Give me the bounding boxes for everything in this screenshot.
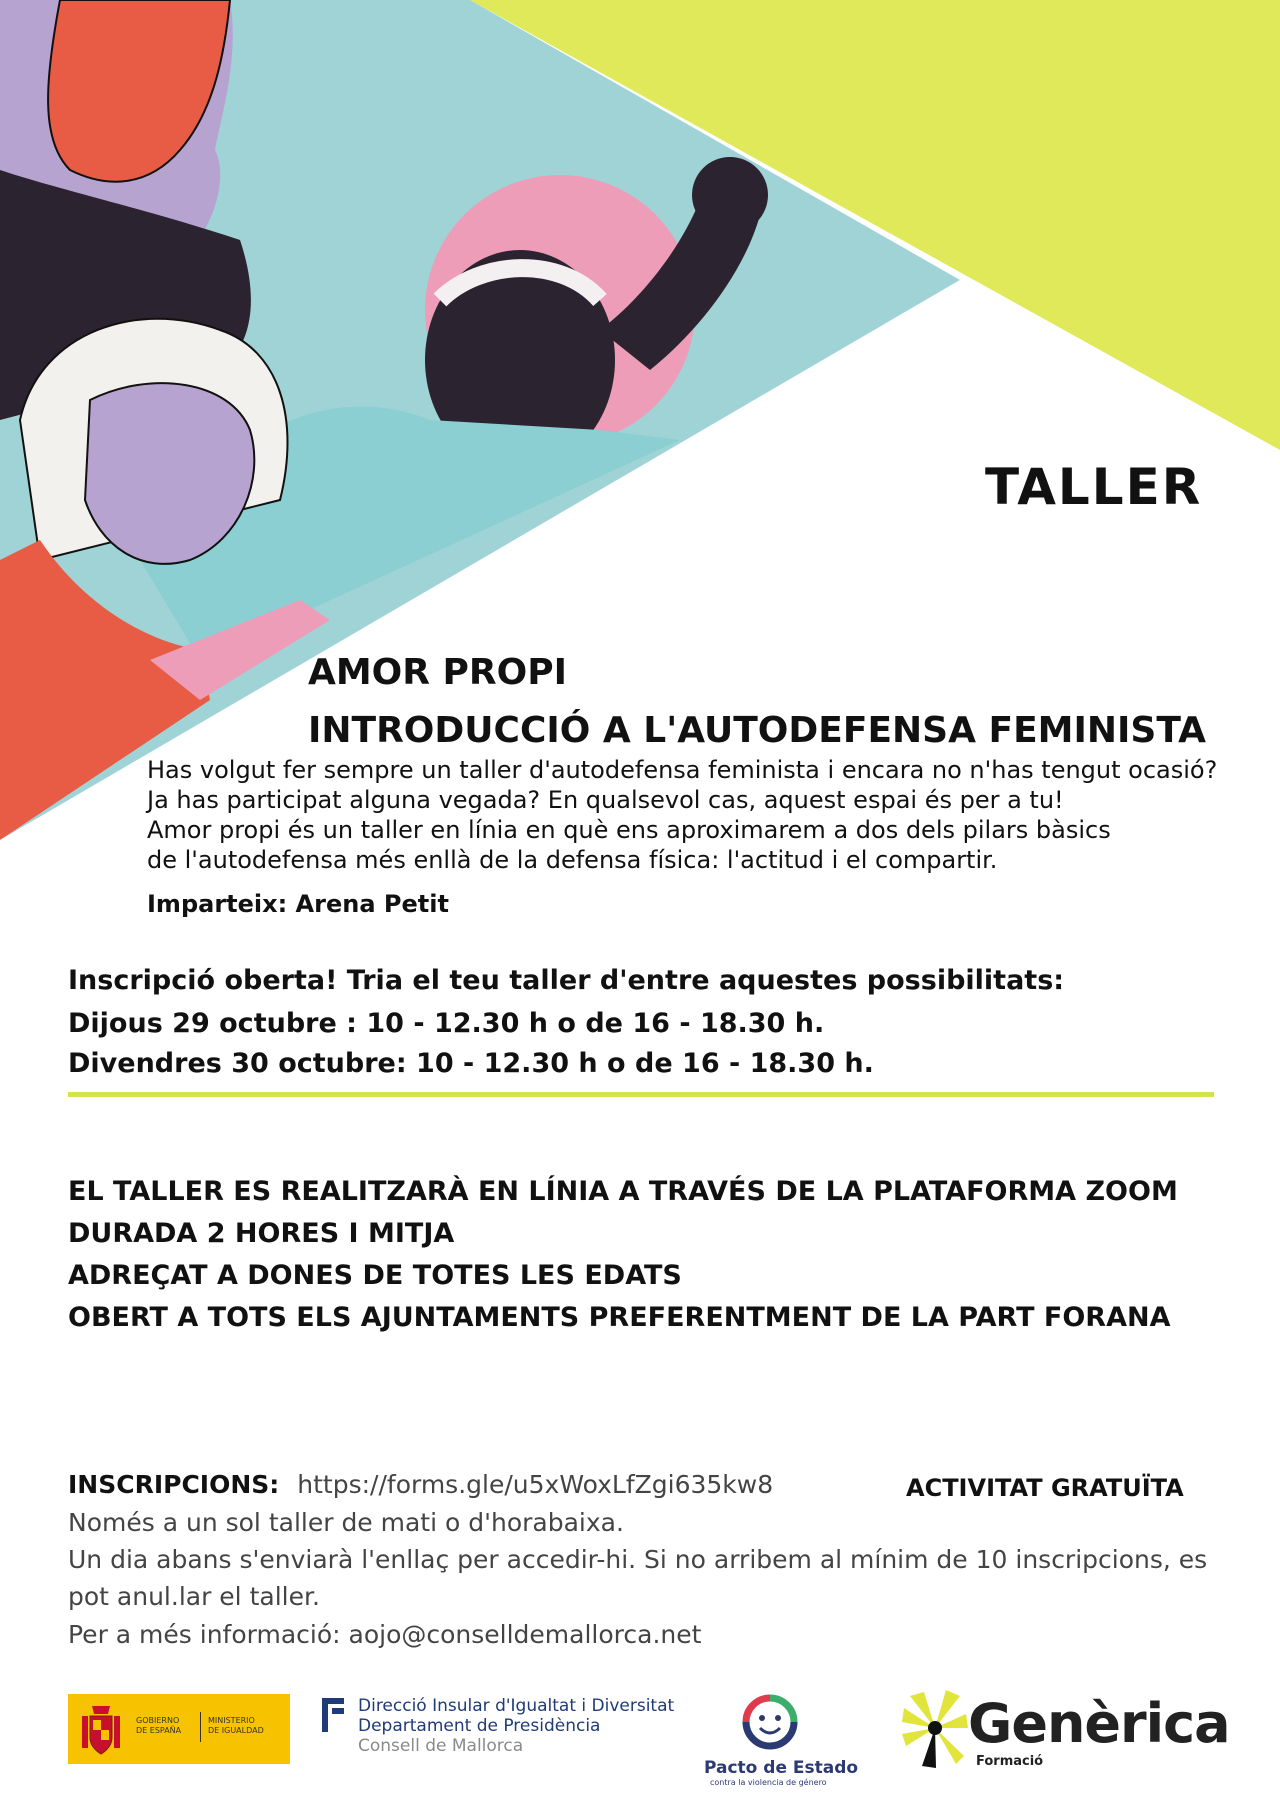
- inscriptions-row: [68, 1470, 773, 1499]
- intro-paragraph: [147, 755, 1217, 875]
- free-activity: ACTIVITAT GRATUÏTA: [906, 1474, 1184, 1502]
- schedule-day-2: Divendres 30 octubre: 10 - 12.30 h o de 16 - 18.30 h.: [68, 1048, 874, 1079]
- info-line: Només a un sol taller de mati o d'horabaixa.: [68, 1508, 624, 1537]
- ministerio-line: DE IGUALDAD: [208, 1726, 264, 1735]
- raised-fist: [692, 157, 768, 233]
- pacto-smile-icon: [734, 1686, 806, 1758]
- detail-line: DURADA 2 HORES I MITJA: [68, 1218, 455, 1249]
- instructor: Imparteix: Arena Petit: [147, 890, 449, 918]
- title-line-2: INTRODUCCIÓ A L'AUTODEFENSA FEMINISTA: [308, 710, 1206, 751]
- contact-email[interactable]: Per a més informació: aojo@conselldemallorca.net: [68, 1620, 702, 1649]
- info-line: Un dia abans s'enviarà l'enllaç per accedir-hi. Si no arribem al mínim de 10 inscripcions, es: [68, 1545, 1208, 1574]
- ministerio-line: MINISTERIO: [208, 1716, 255, 1725]
- detail-line: OBERT A TOTS ELS AJUNTAMENTS PREFERENTMENT DE LA PART FORANA: [68, 1302, 1171, 1333]
- consell-mark-icon: [322, 1698, 344, 1732]
- inscriptions-label: INSCRIPCIONS:: [68, 1470, 280, 1499]
- consell-line-2: Departament de Presidència: [358, 1716, 601, 1736]
- schedule-day-1: Dijous 29 octubre : 10 - 12.30 h o de 16 - 18.30 h.: [68, 1008, 825, 1039]
- intro-line: Amor propi és un taller en línia en què ens aproximarem a dos dels pilars bàsics: [147, 816, 1111, 844]
- intro-line: Ja has participat alguna vegada? En qualsevol cas, aquest espai és per a tu!: [147, 786, 1064, 814]
- taller-label: TALLER: [985, 458, 1203, 516]
- detail-line: ADREÇAT A DONES DE TOTES LES EDATS: [68, 1260, 682, 1291]
- inscriptions-link[interactable]: https://forms.gle/u5xWoxLfZgi635kw8: [297, 1470, 774, 1499]
- intro-line: Has volgut fer sempre un taller d'autodefensa feminista i encara no n'has tengut ocasió?: [147, 756, 1218, 784]
- consell-line-1: Direcció Insular d'Igualtat i Diversitat: [358, 1696, 675, 1716]
- spain-crest-icon: [78, 1702, 124, 1756]
- detail-line: EL TALLER ES REALITZARÀ EN LÍNIA A TRAVÉS DE LA PLATAFORMA ZOOM: [68, 1176, 1178, 1207]
- pacto-subtitle: contra la violencia de género: [710, 1778, 827, 1787]
- ministerio-text: [208, 1716, 264, 1736]
- generica-name: Genèrica: [968, 1692, 1230, 1755]
- title-line-1: AMOR PROPI: [308, 652, 568, 693]
- generica-sun-icon: [900, 1686, 970, 1770]
- pacto-name: Pacto de Estado: [704, 1758, 859, 1778]
- gobierno-line: GOBIERNO: [136, 1716, 180, 1725]
- gobierno-text: [136, 1716, 181, 1736]
- schedule-heading: Inscripció oberta! Tria el teu taller d'entre aquestes possibilitats:: [68, 965, 1065, 996]
- pacto-estado-logo: [700, 1686, 859, 1787]
- gobierno-line: DE ESPAÑA: [136, 1726, 182, 1735]
- generica-logo: [900, 1680, 1230, 1780]
- gobierno-espana-logo: [68, 1694, 290, 1764]
- consell-line-3: Consell de Mallorca: [358, 1736, 524, 1756]
- divider: [68, 1092, 1214, 1097]
- generica-subtitle: Formació: [976, 1754, 1044, 1769]
- logo-separator: [200, 1712, 201, 1742]
- info-line: pot anul.lar el taller.: [68, 1582, 320, 1611]
- intro-line: de l'autodefensa més enllà de la defensa física: l'actitud i el compartir.: [147, 846, 998, 874]
